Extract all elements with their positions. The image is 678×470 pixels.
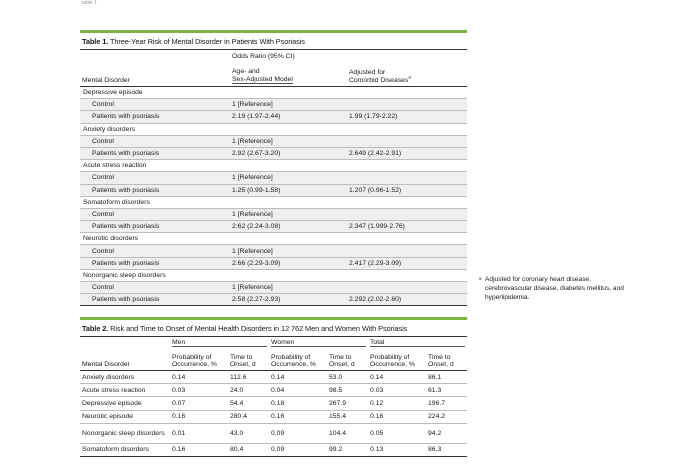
prob-men-value: 0.07	[172, 399, 186, 407]
odds-ratio-age-sex: 1 [Reference]	[232, 174, 273, 182]
row-label: Patients with psoriasis	[92, 259, 160, 267]
table-1	[80, 30, 467, 306]
time-women-value: 99.2	[329, 446, 343, 454]
table-2-body	[80, 371, 467, 457]
table-1-category-row	[80, 160, 467, 172]
odds-ratio-comorbid	[347, 208, 467, 220]
table-1-category-row	[80, 269, 467, 281]
time-total-value: 86.1	[428, 373, 442, 381]
odds-ratio-comorbid: 2.649 (2.42-2.91)	[349, 150, 402, 158]
table-2-group-men: Men	[170, 337, 269, 348]
table-2-group-total: Total	[368, 337, 467, 348]
prob-women-value: 0.14	[271, 373, 285, 381]
col-b-line1: Adjusted for	[349, 69, 386, 77]
row-label: Control	[92, 174, 114, 182]
table-2-group-row	[80, 337, 467, 348]
table-2-group-women: Women	[269, 337, 368, 348]
table-2-title	[80, 320, 467, 337]
odds-ratio-age-sex: 1 [Reference]	[232, 247, 273, 255]
table-1-body	[80, 87, 467, 306]
table-row	[80, 184, 467, 196]
time-women-value: 104.4	[329, 429, 347, 437]
time-men-value: 43.0	[230, 429, 244, 437]
table-1-col-comorbid	[347, 62, 467, 87]
col-b-line2: Comorbid Diseases	[349, 76, 409, 84]
prob-total-value: 0.03	[370, 386, 384, 394]
table-row	[80, 111, 467, 123]
time-women-value: 155.4	[329, 413, 347, 421]
col-prob-men: Probability of Occurrence, %	[172, 353, 217, 368]
odds-ratio-comorbid	[347, 245, 467, 257]
prob-women-value: 0.16	[271, 413, 285, 421]
row-label: Control	[92, 247, 114, 255]
table-1-label: Table 1.	[82, 37, 109, 46]
time-men-value: 280.4	[230, 413, 248, 421]
row-label: Acute stress reaction	[82, 386, 146, 394]
odds-ratio-age-sex: 2.92 (2.67-3.20)	[232, 150, 281, 158]
table-2-col-mental-disorder: Mental Disorder	[82, 360, 130, 368]
odds-ratio-age-sex: 1 [Reference]	[232, 284, 273, 292]
odds-ratio-comorbid	[347, 135, 467, 147]
table-2-title-text: Risk and Time to Onset of Mental Health Disorders in 12 762 Men and Women With Psoriasis	[110, 324, 408, 333]
col-time-women: Time to Onset, d	[329, 353, 355, 368]
page-fragment-text: table 1	[82, 0, 98, 6]
table-1-category-label: Somatoform disorders	[83, 198, 150, 206]
odds-ratio-comorbid: 2.417 (2.29-3.09)	[349, 259, 402, 267]
table-1-category-label: Acute stress reaction	[83, 162, 147, 170]
table-row	[80, 208, 467, 220]
row-label: Control	[92, 284, 114, 292]
row-label: Patients with psoriasis	[92, 223, 160, 231]
odds-ratio-age-sex: 1 [Reference]	[232, 210, 273, 218]
odds-ratio-comorbid: 2.292 (2.02-2.60)	[349, 296, 402, 304]
time-total-value: 61.3	[428, 386, 442, 394]
table-1-col-age-sex	[230, 62, 347, 87]
prob-men-value: 0.16	[172, 446, 186, 454]
col-a-line1: Age- and	[232, 68, 260, 76]
odds-ratio-age-sex: 2.66 (2.29-3.09)	[232, 259, 281, 267]
table-row	[80, 294, 467, 306]
prob-total-value: 0.13	[370, 446, 384, 454]
odds-ratio-comorbid: 1.99 (1.79-2.22)	[349, 113, 398, 121]
table-row	[80, 257, 467, 269]
row-label: Control	[92, 210, 114, 218]
time-total-value: 86.3	[428, 446, 442, 454]
row-label: Depressive episode	[82, 399, 142, 407]
table-1-header-group-row	[80, 50, 467, 62]
footnote-marker: a	[479, 276, 482, 281]
table-1-grid	[80, 50, 467, 306]
table-1-title-text: Three-Year Risk of Mental Disorder in Patients With Psoriasis	[110, 37, 305, 46]
table-1-category-label: Neurotic disorders	[83, 235, 139, 243]
table-1-category-label: Anxiety disorders	[83, 125, 136, 133]
time-men-value: 24.0	[230, 386, 244, 394]
odds-ratio-age-sex: 2.19 (1.97-2.44)	[232, 113, 281, 121]
prob-total-value: 0.14	[370, 373, 384, 381]
table-1-category-label: Depressive episode	[83, 89, 143, 97]
prob-women-value: 0.09	[271, 446, 285, 454]
odds-ratio-age-sex: 1 [Reference]	[232, 101, 273, 109]
table-1-category-label: Nonorganic sleep disorders	[83, 271, 166, 279]
prob-total-value: 0.16	[370, 413, 384, 421]
odds-ratio-comorbid: 1.207 (0.96-1.52)	[349, 186, 402, 194]
col-prob-total: Probability of Occurrence, %	[370, 353, 415, 368]
table-row	[80, 245, 467, 257]
table-row	[80, 410, 467, 423]
odds-ratio-age-sex: 2.58 (2.27-2.93)	[232, 296, 281, 304]
row-label: Patients with psoriasis	[92, 113, 160, 121]
row-label: Control	[92, 101, 114, 109]
time-men-value: 80.4	[230, 446, 244, 454]
prob-men-value: 0.14	[172, 373, 186, 381]
time-total-value: 94.2	[428, 429, 442, 437]
time-women-value: 53.0	[329, 373, 343, 381]
table-1-category-row	[80, 123, 467, 135]
footnote-text: Adjusted for coronary heart disease, cerebrovascular disease, diabetes mellitus, and hyperlipidemia.	[485, 276, 624, 301]
prob-men-value: 0.16	[172, 413, 186, 421]
row-label: Patients with psoriasis	[92, 186, 160, 194]
odds-ratio-age-sex: 1 [Reference]	[232, 137, 273, 145]
row-label: Control	[92, 137, 114, 145]
table-2-label: Table 2.	[82, 324, 109, 333]
row-label: Anxiety disorders	[82, 373, 135, 381]
table-row	[80, 423, 467, 443]
time-men-value: 54.4	[230, 399, 244, 407]
table-row	[80, 443, 467, 456]
table-row	[80, 384, 467, 397]
table-1-category-row	[80, 196, 467, 208]
table-row	[80, 397, 467, 410]
table-row	[80, 172, 467, 184]
table-2-header-row	[80, 348, 467, 371]
col-b-footnote-marker: a	[408, 74, 411, 80]
prob-men-value: 0.01	[172, 429, 186, 437]
prob-women-value: 0.18	[271, 399, 285, 407]
table-1-col-mental-disorder: Mental Disorder	[82, 76, 130, 84]
time-total-value: 196.7	[428, 399, 446, 407]
prob-women-value: 0.09	[271, 429, 285, 437]
col-prob-women: Probability of Occurrence, %	[271, 353, 316, 368]
col-a-line2: Sex-Adjusted Model	[232, 75, 293, 83]
table-row	[80, 99, 467, 111]
prob-men-value: 0.03	[172, 386, 186, 394]
table-2	[80, 317, 467, 457]
odds-ratio-age-sex: 1.25 (0.99-1.58)	[232, 186, 281, 194]
table-1-category-row	[80, 87, 467, 99]
row-label: Nonorganic sleep disorders	[82, 429, 165, 437]
time-total-value: 224.2	[428, 413, 446, 421]
odds-ratio-comorbid	[347, 282, 467, 294]
table-1-group-header: Odds Ratio (95% CI)	[232, 52, 295, 60]
row-label: Neurotic episode	[82, 413, 134, 421]
col-time-men: Time to Onset, d	[230, 353, 256, 368]
odds-ratio-comorbid	[347, 172, 467, 184]
table-2-grid	[80, 337, 467, 457]
row-label: Somatoform disorders	[82, 446, 149, 454]
odds-ratio-age-sex: 2.62 (2.24-3.08)	[232, 223, 281, 231]
col-time-total: Time to Onset, d	[428, 353, 454, 368]
table-1-category-row	[80, 233, 467, 245]
table-1-header-row	[80, 62, 467, 87]
prob-women-value: 0.04	[271, 386, 285, 394]
time-women-value: 267.9	[329, 399, 347, 407]
table-row	[80, 371, 467, 384]
odds-ratio-comorbid: 2.347 (1.999-2.76)	[349, 223, 405, 231]
odds-ratio-comorbid	[347, 99, 467, 111]
table-row	[80, 147, 467, 159]
time-men-value: 112.6	[230, 373, 247, 381]
time-women-value: 98.5	[329, 386, 343, 394]
table-row	[80, 221, 467, 233]
table-1-title	[80, 33, 467, 50]
row-label: Patients with psoriasis	[92, 296, 160, 304]
table-row	[80, 282, 467, 294]
prob-total-value: 0.05	[370, 429, 384, 437]
table-row	[80, 135, 467, 147]
table-1-footnote	[479, 275, 639, 302]
row-label: Patients with psoriasis	[92, 150, 160, 158]
prob-total-value: 0.12	[370, 399, 384, 407]
